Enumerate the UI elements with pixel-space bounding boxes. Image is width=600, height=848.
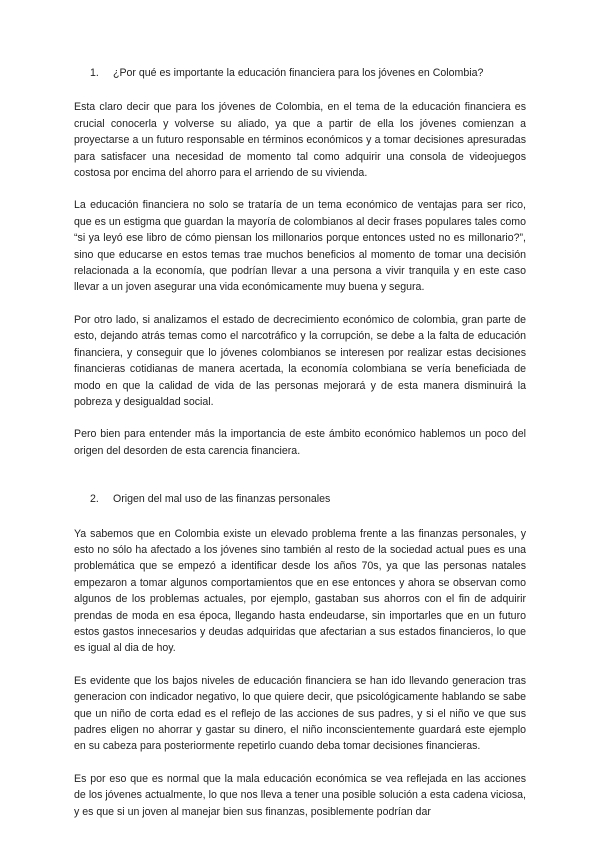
section-heading-2	[74, 491, 526, 507]
paragraph: Pero bien para entender más la importancia de este ámbito económico hablemos un poco del origen del desorden de esta carencia financiera.	[74, 428, 526, 457]
paragraph: Es por eso que es normal que la mala educación económica se vea reflejada en las acciones de los jóvenes actualmente, lo que nos lleva a tener una posible solución a esta cadena viciosa, y es que si un joven al manejar bien sus finanzas, posiblemente podrían dar	[74, 772, 526, 818]
section-number: 1.	[90, 67, 99, 79]
paragraph: Por otro lado, si analizamos el estado de decrecimiento económico de colombia, gran parte de esto, dejando atrás temas como el narcotráfico y la corrupción, se debe a la falta de educación financiera, y conseguir que lo jóvenes colombianos se interesen por realizar estas decisiones financieras cotidianas de manera acertada, la economía colombiana se vería beneficiada de modo en que la calidad de vida de las personas mejorará y de esta manera disminuirá la pobreza y desigualdad social.	[74, 313, 526, 408]
document-body	[74, 65, 526, 820]
section-title: Origen del mal uso de las finanzas personales	[113, 493, 331, 506]
paragraph: Ya sabemos que en Colombia existe un elevado problema frente a las finanzas personales, y esto no sólo ha afectado a los jóvenes sino también al resto de la sociedad actual pues es una problemática que se empezó a identificar desde los años 70s, ya que las personas natales empezaron a tomar algunos comportamientos que en ese entonces y ahora se observan como algunos de los problemas actuales, por ejemplo, gastaban sus ahorros con el fin de adquirir prendas de moda en esa época, llegando hasta endeudarse, sin importarles que en un futuro estos gastos innecesarios y deudas adquiridas que afectarian a sus estados financieros, lo que es igual al dia de hoy.	[74, 527, 526, 655]
paragraph: Es evidente que los bajos niveles de educación financiera se han ido llevando generacion tras generacion con indicador negativo, lo que quiere decir, que psicológicamente hablando se sabe que un niño de corta edad es el reflejo de las acciones de sus padres, y si el niño ve que sus padres eligen no ahorrar y gastar su dinero, el niño inconscientemente guardará este ejemplo en su cabeza para posteriormente repetirlo cuando deba tomar decisiones financieras.	[74, 674, 526, 753]
section-title: ¿Por qué es importante la educación financiera para los jóvenes en Colombia?	[113, 67, 484, 79]
section-number: 2.	[90, 493, 99, 506]
paragraph: Esta claro decir que para los jóvenes de Colombia, en el tema de la educación financiera es crucial conocerla y volverse su aliado, ya que a partir de ella los jóvenes comienzan a proyectarse a un futuro responsable en términos económicos y a tomar decisiones apresuradas para satisfacer una necesidad de momento tal como adquirir una consola de videojuegos costosa por encima del ahorro para el arriendo de su vivienda.	[74, 101, 526, 180]
paragraph: La educación financiera no solo se trataría de un tema económico de ventajas para ser rico, que es un estigma que guardan la mayoría de colombianos al decir frases populares tales como “si ya leyó ese libro de cómo piensan los millonarios porque entonces usted no es millonario?”, sino que educarse en estos temas trae muchos beneficios al momento de tomar una decisión relacionada a la economía, que podrían llevar a una persona a vivir tranquila y en este caso llevar a un joven asegurar una vida económicamente muy buena y segura.	[74, 199, 526, 294]
section-heading-1	[74, 65, 526, 81]
